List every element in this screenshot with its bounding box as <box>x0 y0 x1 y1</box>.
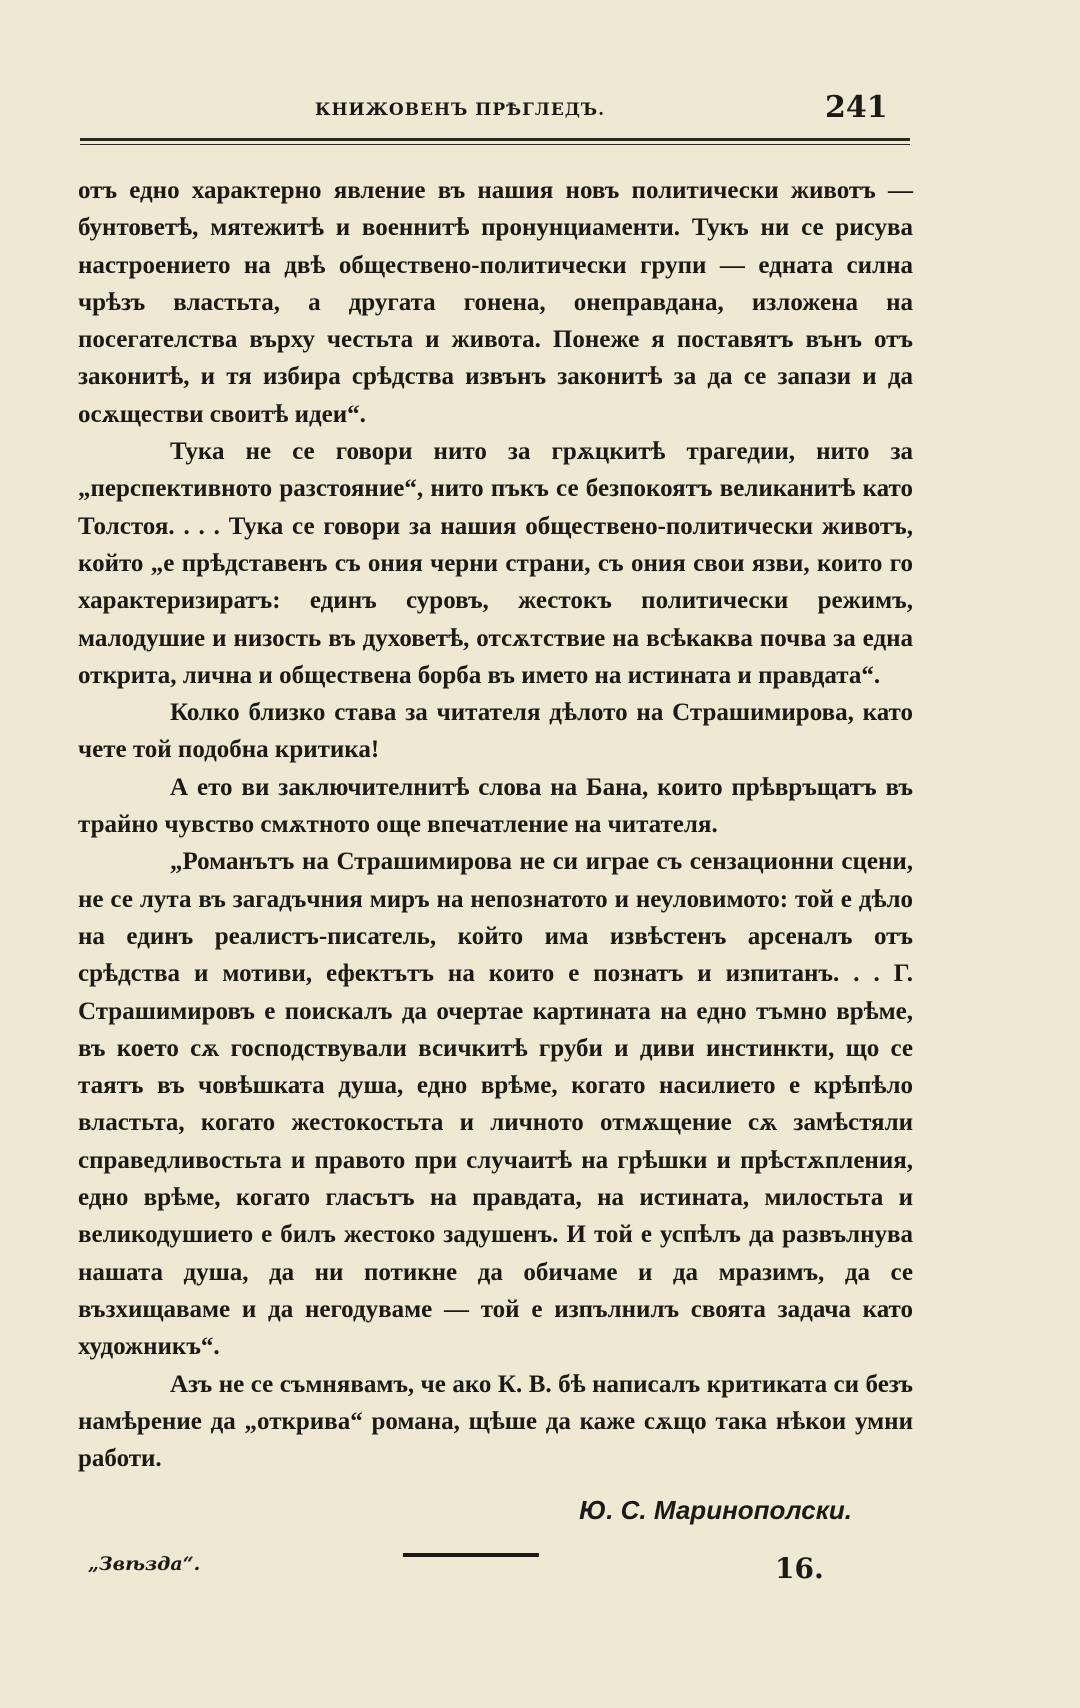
running-header <box>80 90 910 142</box>
paragraph-6: Азъ не се съмнявамъ, че ако К. В. бѣ написалъ критиката си безъ намѣрение да „открива“ романа, щѣше да каже сѫщо така нѣкои умни работи. <box>78 1370 913 1473</box>
paragraph-2: Тука не се говори нито за грѫцкитѣ трагедии, нито за „перспективното разстояние“, нито пъкъ се безпокоятъ великанитѣ като Толстоя. . . . Тука се говори за нашия обществено-политически животъ, който „е прѣдставенъ съ ония черни страни, съ ония свои язви, които го характеризиратъ: единъ суровъ, жестокъ политически режимъ, малодушие и низость въ духоветѣ, отсѫтствие на всѣкаква почва за една открита, лична и обществена борба въ името на истината и правдата“. <box>78 438 913 689</box>
page-number: 241 <box>825 90 888 125</box>
article-body <box>78 172 913 1477</box>
paragraph-5: „Романътъ на Страшимирова не си играе съ сензационни сцени, не се лута въ загадъчния миръ на непознатото и неуловимото: той е дѣло на единъ реалистъ-писатель, който има извѣстенъ арсеналъ отъ срѣдства и мотиви, ефектътъ на които е познатъ и изпитанъ. . . Г. Страшимировъ е поискалъ да очертае картината на едно тъмно врѣме, въ което сѫ господствували всичкитѣ груби и диви инстинкти, що се таятъ въ човѣшката душа, едно врѣме, когато насилието е крѣпѣло властьта, когато жестокостьта и личното отмѫщение сѫ замѣстяли справедливостьта и правото при случаитѣ на грѣшки и прѣстѫпления, едно врѣме, когато гласътъ на правдата, на истината, милостьта и великодушието е билъ жестоко задушенъ. И той е успѣлъ да развълнува нашата душа, да ни потикне да обичаме и да мразимъ, да се възхищаваме и да негодуваме — той е изпълнилъ своята задача като художникъ“. <box>78 848 913 1361</box>
paragraph-3: Колко близко става за читателя дѣлото на Страшимирова, като чете той подобна критика! <box>78 699 913 764</box>
header-rule-thick <box>80 138 910 141</box>
paragraph-4: А ето ви заключителнитѣ слова на Бана, които прѣвръщатъ въ трайно чувство смѫтното още впечатление на читателя. <box>78 773 913 839</box>
paragraph-1: отъ едно характерно явление въ нашия новъ политически животъ — бунтоветѣ, мятежитѣ и военнитѣ пронунциаменти. Тукъ ни се рисува настроението на двѣ обществено-политически групи — едната силна чрѣзъ властьта, а другата гонена, онеправдана, изложена на посегателства върху честьта и живота. Понеже я поставятъ вънъ отъ законитѣ, и тя избира срѣдства извънъ законитѣ за да се запази и да осѫществи своитѣ идеи“. <box>78 177 913 428</box>
author-signature: Ю. С. Маринополски. <box>579 1495 852 1525</box>
header-rule-thin <box>80 144 910 145</box>
end-rule <box>403 1553 539 1557</box>
footer-signature-mark: 16. <box>775 1552 824 1585</box>
footer-journal-name: „Звѣзда“. <box>88 1553 201 1575</box>
running-title: КНИЖОВЕНЪ ПРѢГЛЕДЪ. <box>315 100 606 120</box>
